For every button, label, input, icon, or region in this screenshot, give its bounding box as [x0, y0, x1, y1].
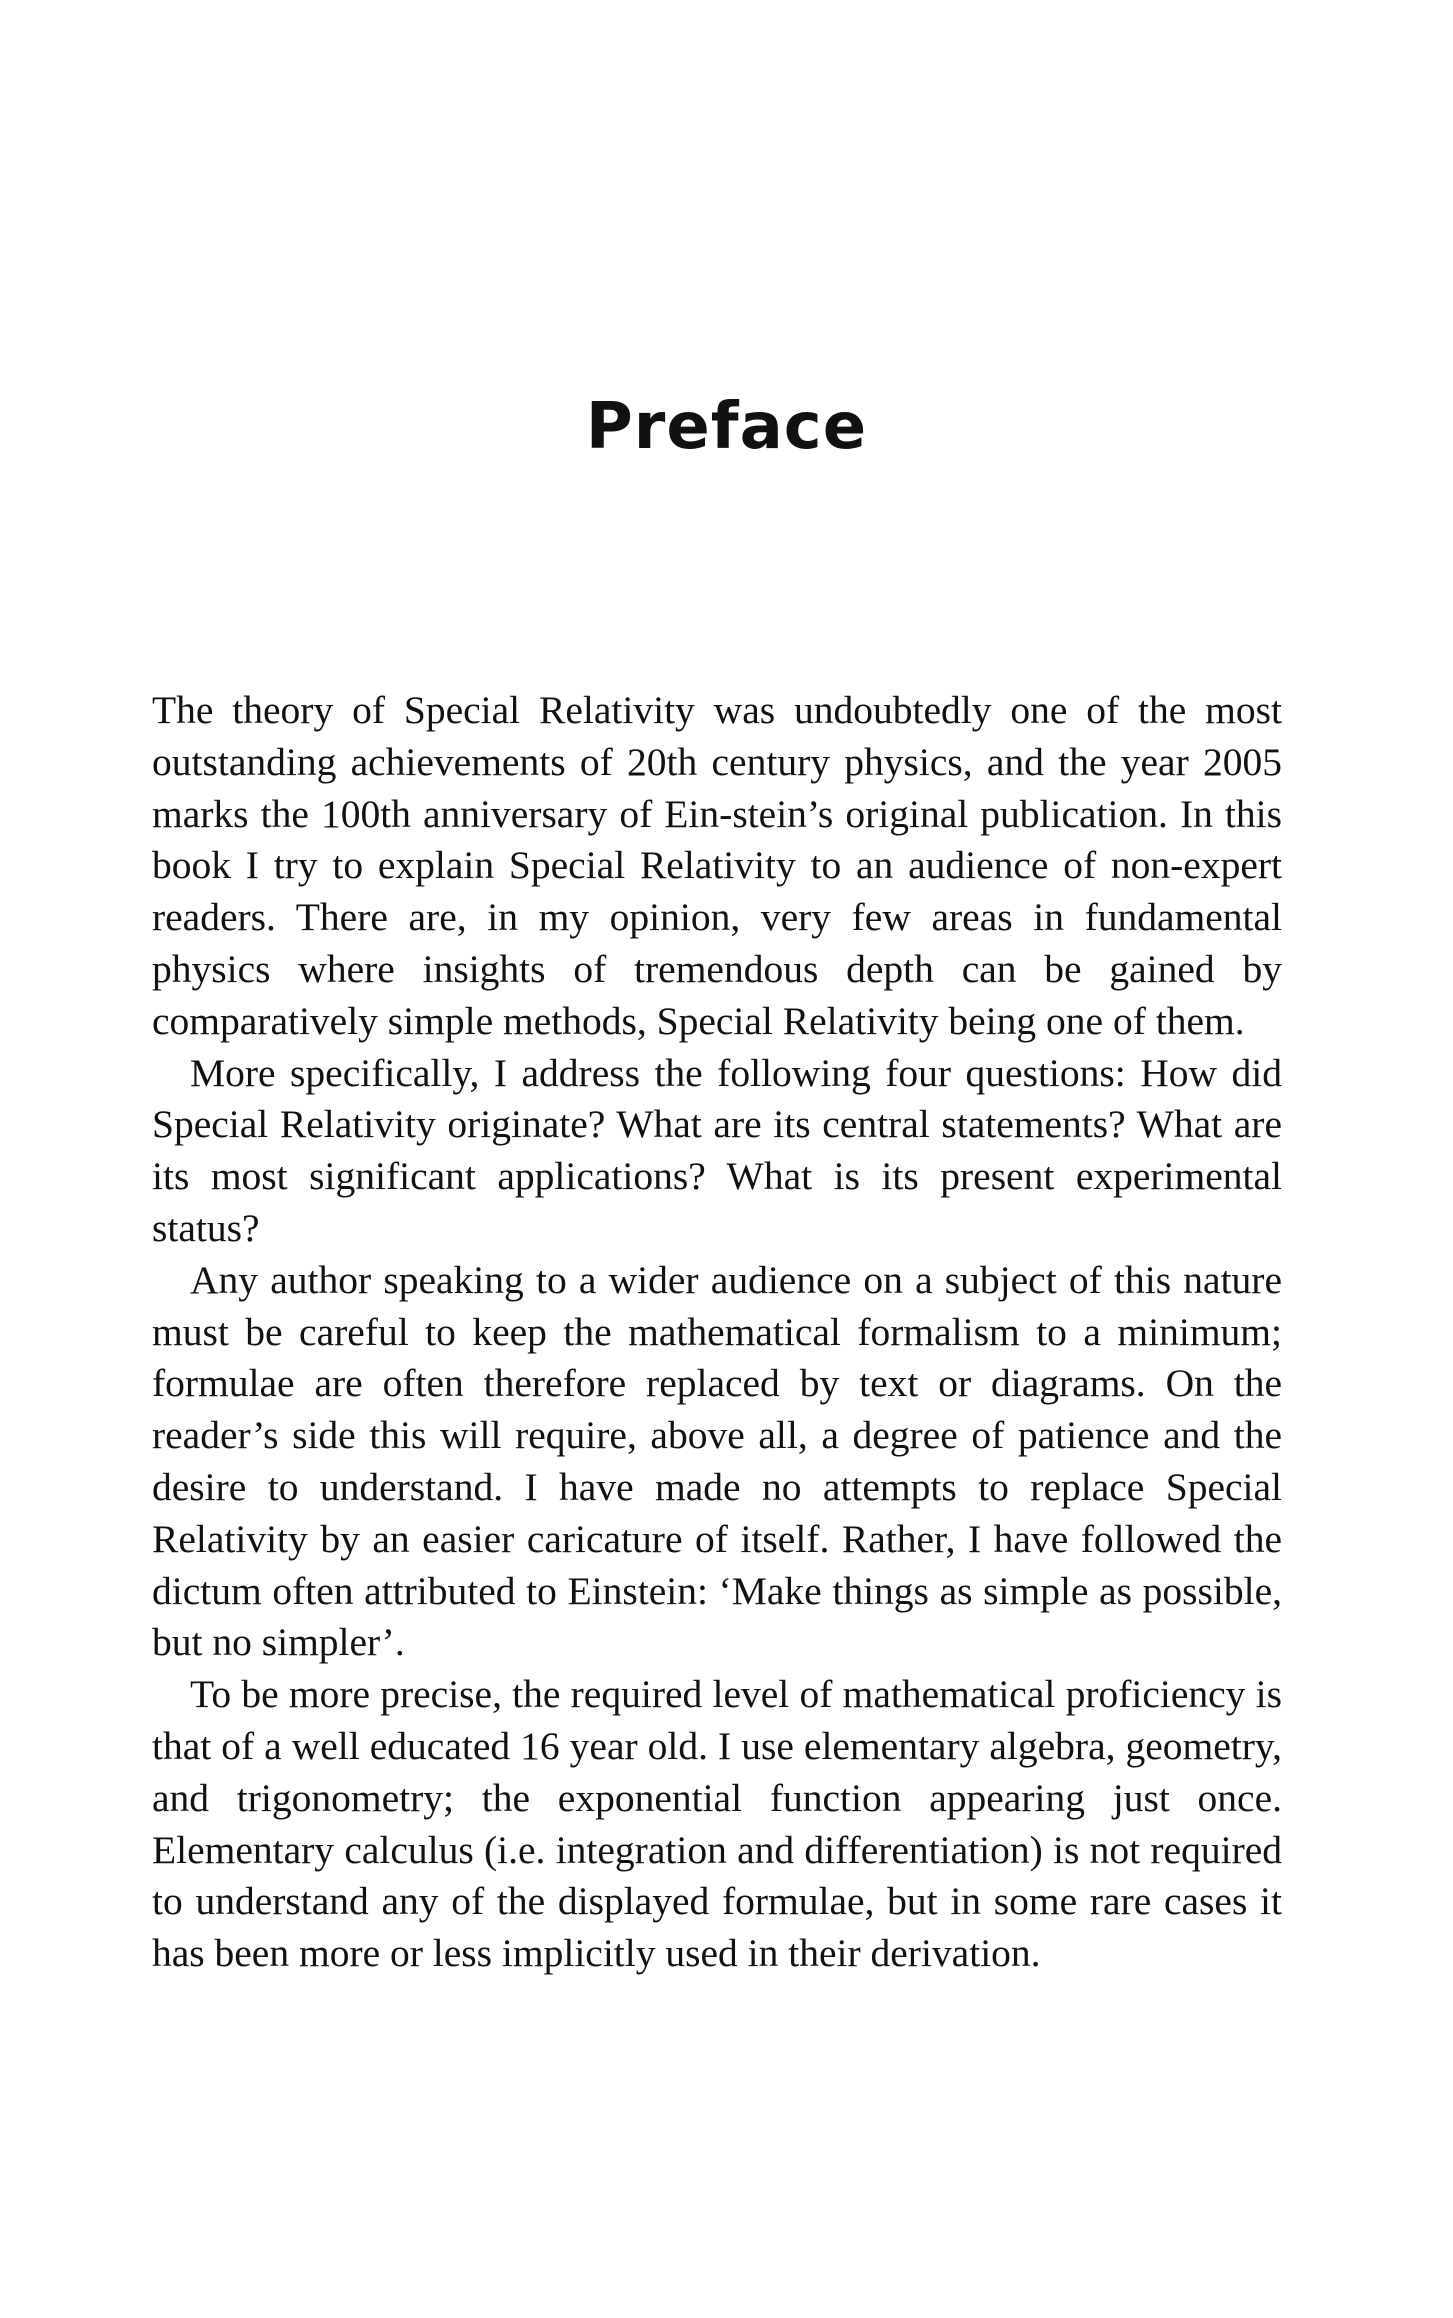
paragraph-3: Any author speaking to a wider audience on a subject of this nature must be careful to keep the mathematical formalism to a minimum; formulae are often therefore replaced by text or diagrams. On the reader’s side this will require, above all, a degree of patience and the desire to understand. I have made no attempts to replace Special Relativity by an easier caricature of itself. Rather, I have followed the dictum often attributed to Einstein: ‘Make things as simple as possible, but no simpler’. — [152, 1257, 1282, 1665]
paragraph-4: To be more precise, the required level of mathematical proficiency is that of a well educated 16 year old. I use elementary algebra, geometry, and trigonometry; the exponential function appearing just once. Elementary calculus (i.e. integration and differentiation) is not required to understand any of the displayed formulae, but in some rare cases it has been more or less implicitly used in their derivation. — [152, 1672, 1282, 1976]
paragraph-2: More specifically, I address the following four questions: How did Special Relativity originate? What are its central statements? What are its most significant applications? What is its present experimental status? — [152, 1050, 1282, 1250]
paragraph-1: The theory of Special Relativity was undoubtedly one of the most outstanding achievements of 20th century physics, and the year 2005 marks the 100th anniversary of Ein-stein’s original publication. In this book I try to explain Special Relativity to an audience of non-expert readers. There are, in my opinion, very few areas in fundamental physics where insights of tremendous depth can be gained by comparatively simple methods, Special Relativity being one of them. — [152, 688, 1282, 1043]
preface-body — [152, 685, 1282, 1980]
page-title: Preface — [585, 390, 868, 464]
